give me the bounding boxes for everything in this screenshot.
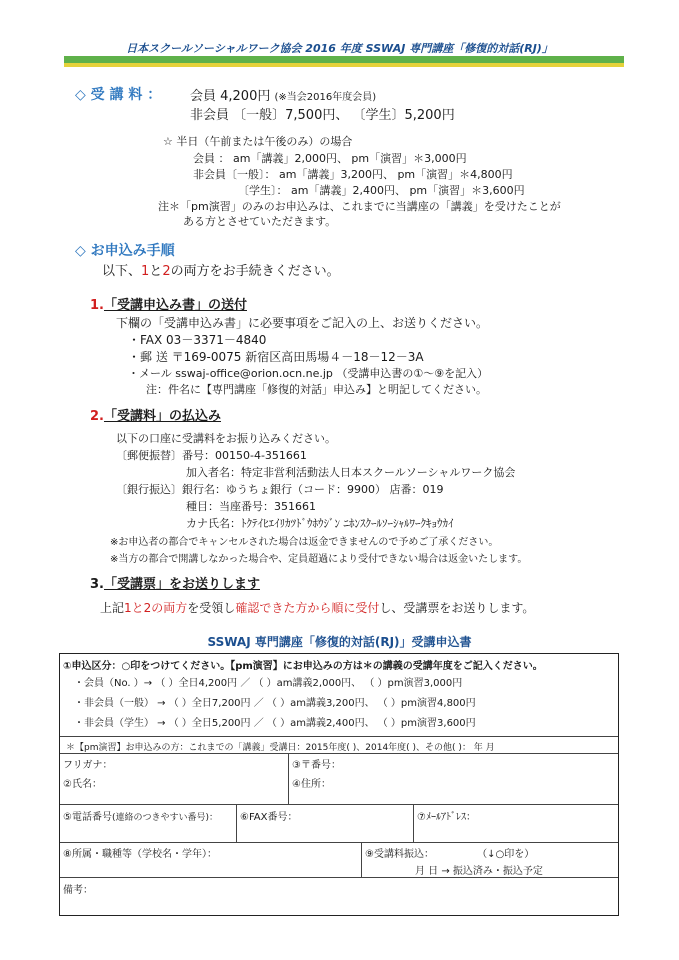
- form-divider: [60, 877, 618, 878]
- form-divider: [60, 804, 618, 805]
- form-payment-hint: （↓○印を）: [477, 849, 535, 860]
- step3-desc-post: し、受講票をお送りします。: [379, 601, 535, 615]
- form-affiliation-field[interactable]: ⑧所属・職種等（学校名・学年）：: [63, 849, 217, 860]
- form-name-field[interactable]: ②氏名：: [63, 779, 102, 790]
- step2-notice1: ※お申込者の都合でキャンセルされた場合は返金できませんので予めご了承ください。: [110, 537, 499, 548]
- intro-pre: 以下、: [102, 264, 142, 279]
- step2-num: 2.: [90, 409, 104, 424]
- step3-title: 「受講票」をお送りします: [103, 577, 260, 592]
- application-form: [59, 653, 619, 916]
- procedure-intro: [102, 260, 340, 279]
- fee-nonmember: 非会員 〔一般〕7,500円、 〔学生〕5,200円: [190, 108, 455, 123]
- header-band-yellow: [64, 63, 624, 67]
- step1-desc: 下欄の「受講申込み書」に必要事項をご記入の上、お送りください。: [116, 316, 489, 330]
- intro-post: の両方をお手続きください。: [170, 264, 340, 279]
- step2-notice2: ※当方の都合で開講しなかった場合や、定員超過により受付できない場合は返金いたします。: [110, 554, 528, 565]
- fee-member: [190, 85, 376, 104]
- form-phone-note: (連絡のつきやすい番号)：: [111, 813, 218, 823]
- step2-desc: 以下の口座に受講料をお振り込みください。: [116, 432, 336, 445]
- step1-num: 1.: [90, 298, 104, 313]
- step1-fax: ・FAX 03－3371－4840: [128, 333, 267, 347]
- form-phone-label: ⑤電話番号: [63, 812, 112, 823]
- step3-desc: [100, 599, 534, 616]
- form-postal-field[interactable]: ③〒番号：: [292, 760, 341, 771]
- form-furigana-label: フリガナ：: [63, 760, 113, 771]
- step1-heading: [90, 294, 247, 313]
- step3-desc-pre: 上記: [100, 601, 125, 615]
- form-divider: [60, 736, 618, 737]
- form-title: SSWAJ 専門講座「修復的対話(RJ)」受講申込書: [207, 635, 472, 649]
- halfday-row-general: 非会員〔一般〕： am「講義」3,200円、 pm「演習」＊4,800円: [193, 168, 513, 181]
- fees-heading: ◇ 受 講 料 ：: [75, 87, 162, 103]
- intro-num1: 1: [141, 264, 150, 279]
- form-divider: [60, 842, 618, 843]
- form-divider: [361, 842, 362, 877]
- step2-postal-name: 加入者名：特定非営利活動法人日本スクールソーシャルワーク協会: [186, 466, 516, 479]
- form-divider: [288, 753, 289, 804]
- form-divider: [413, 804, 414, 842]
- form-divider: [236, 804, 237, 842]
- step1-note: 注：件名に【専門講座「修復的対話」申込み】と明記してください。: [146, 383, 487, 396]
- form-remarks-field[interactable]: 備考：: [63, 885, 93, 896]
- step2-heading: [90, 405, 221, 424]
- form-email-field[interactable]: ⑦ﾒｰﾙｱﾄﾞﾚｽ：: [417, 812, 476, 823]
- step3-desc-red2: 確認できた方から順に受付: [235, 601, 380, 615]
- form-payment-date[interactable]: 月 日 → 振込済み・振込予定: [415, 866, 543, 877]
- form-row-category: ①申込区分：○印をつけてください。【pm演習】にお申込みの方は＊の講義の受講年度をご記入ください。: [63, 661, 543, 672]
- step1-title: 「受講申込み書」の送付: [103, 298, 247, 313]
- halfday-title: ☆ 半日（午前または午後のみ）の場合: [163, 135, 353, 148]
- fee-member-price: 会員 4,200円: [190, 89, 271, 104]
- step2-bank-type: 種目：当座番号：351661: [186, 500, 316, 513]
- intro-num2: 2: [162, 264, 171, 279]
- halfday-row-student: 〔学生〕： am「講義」2,400円、 pm「演習」＊3,600円: [238, 184, 525, 197]
- form-pm-note: ＊【pm演習】お申込みの方：これまでの「講義」受講日：2015年度( )、2014年度( )、その他( )： 年 月: [66, 743, 495, 753]
- form-fee-row-general[interactable]: ・非会員（一般） → （ ）全日7,200円 ／ （ ）am講義3,200円、 （ ）pm演習4,800円: [74, 698, 476, 709]
- fee-note-line1: 注＊「pm演習」のみのお申込みは、これまでに当講座の「講義」を受けたことが: [158, 200, 561, 213]
- step3-heading: [90, 573, 260, 592]
- step3-desc-mid: を受領し: [187, 601, 236, 615]
- form-fee-row-student[interactable]: ・非会員（学生） → （ ）全日5,200円 ／ （ ）am講義2,400円、 （ ）pm演習3,600円: [74, 718, 476, 729]
- intro-mid: と: [149, 264, 163, 279]
- form-fee-row-member[interactable]: ・会員（No. ）→ （ ）全日4,200円 ／ （ ）am講義2,000円、 （ ）pm演習3,000円: [74, 678, 463, 689]
- header-band-green: [64, 56, 624, 63]
- form-payment-field[interactable]: [365, 845, 534, 860]
- halfday-row-member: 会員 ： am「講義」2,000円、 pm「演習」＊3,000円: [193, 152, 467, 165]
- form-address-field[interactable]: ④住所：: [292, 779, 331, 790]
- step2-bank-kana: カナ氏名：ﾄｸﾃｲﾋｴｲﾘｶﾂﾄﾞｳﾎｳｼﾞﾝ ﾆﾎﾝｽｸｰﾙｿｰｼｬﾙﾜｰｸｷｮｳｶｲ: [186, 517, 454, 530]
- fee-note-line2: ある方とさせていただきます。: [183, 215, 337, 228]
- step2-title: 「受講料」の払込み: [103, 409, 221, 424]
- form-payment-label: ⑨受講料振込：: [365, 849, 434, 860]
- header-title: 日本スクールソーシャルワーク協会 2016 年度 SSWAJ 専門講座「修復的対話(RJ)」: [126, 42, 553, 55]
- procedure-heading: ◇ お申込み手順: [75, 243, 175, 259]
- step1-mail: ・郵 送 〒169-0075 新宿区高田馬場４－18－12－3A: [128, 350, 424, 364]
- step3-desc-red1: 1と2の両方: [124, 601, 188, 615]
- step2-postal: 〔郵便振替〕番号：00150-4-351661: [116, 449, 307, 462]
- step3-num: 3.: [90, 577, 104, 592]
- form-fax-field[interactable]: ⑥FAX番号：: [240, 812, 298, 823]
- fee-member-note: (※当会2016年度会員): [274, 92, 377, 103]
- step2-bank: 〔銀行振込〕銀行名：ゆうちょ銀行（コード：9900） 店番：019: [116, 483, 444, 496]
- form-phone-field[interactable]: [63, 808, 218, 823]
- form-divider: [60, 753, 618, 754]
- step1-email: ・メール sswaj-office@orion.ocn.ne.jp （受講申込書の①～⑨を記入）: [128, 367, 489, 380]
